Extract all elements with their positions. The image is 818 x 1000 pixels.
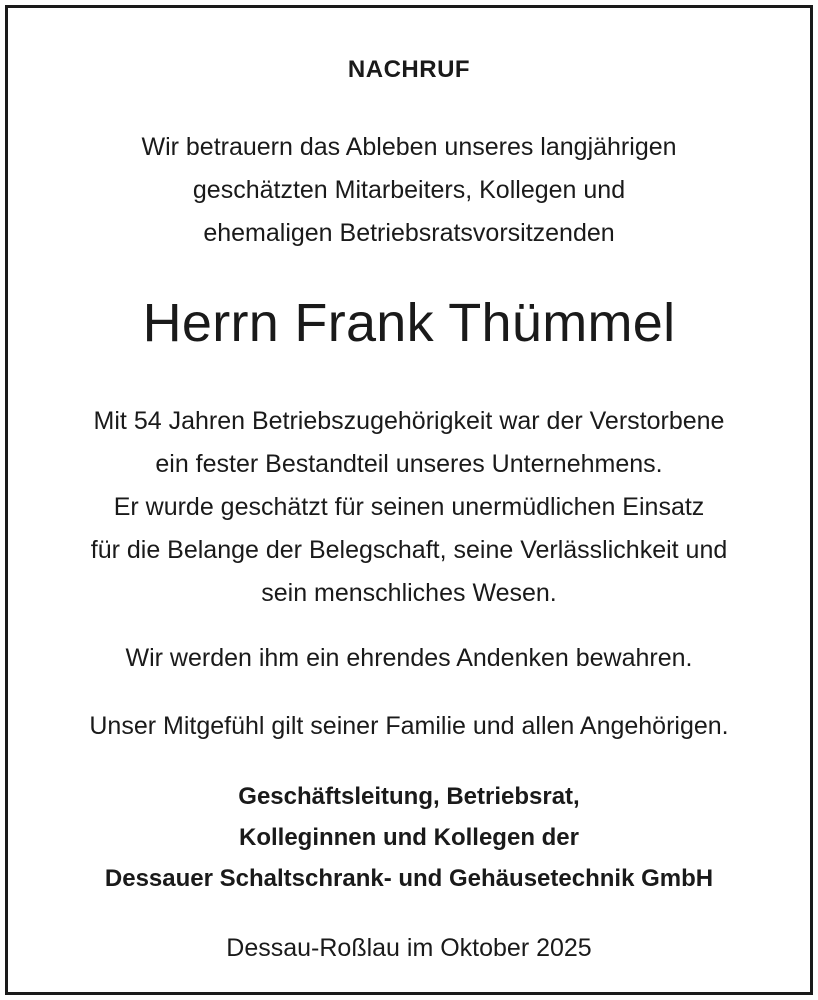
remembrance-line: Wir werden ihm ein ehrendes Andenken bewahren. <box>125 644 693 672</box>
signatories <box>8 776 810 899</box>
obituary-frame <box>5 5 813 995</box>
obituary-heading: NACHRUF <box>347 56 471 83</box>
signatory-line: Dessauer Schaltschrank- und Gehäusetechnik GmbH <box>104 865 714 892</box>
intro-line: Wir betrauern das Ableben unseres langjährigen <box>141 133 677 161</box>
body-line: sein menschliches Wesen. <box>261 579 557 607</box>
signatory-line: Kolleginnen und Kollegen der <box>238 824 579 851</box>
place-date: Dessau-Roßlau im Oktober 2025 <box>226 934 592 962</box>
intro-line: ehemaligen Betriebsratsvorsitzenden <box>203 219 615 247</box>
signatory-line: Geschäftsleitung, Betriebsrat, <box>238 783 580 810</box>
body-line: für die Belange der Belegschaft, seine Verlässlichkeit und <box>90 536 728 564</box>
intro-line: geschätzten Mitarbeiters, Kollegen und <box>192 176 626 204</box>
body-line: ein fester Bestandteil unseres Unternehmens. <box>155 450 663 478</box>
condolence-line: Unser Mitgefühl gilt seiner Familie und allen Angehörigen. <box>89 712 729 740</box>
deceased-name: Herrn Frank Thümmel <box>142 293 676 353</box>
body-line: Mit 54 Jahren Betriebszugehörigkeit war der Verstorbene <box>93 407 725 435</box>
body-text <box>8 400 810 615</box>
body-line: Er wurde geschätzt für seinen unermüdlichen Einsatz <box>113 493 705 521</box>
intro-text <box>8 126 810 255</box>
